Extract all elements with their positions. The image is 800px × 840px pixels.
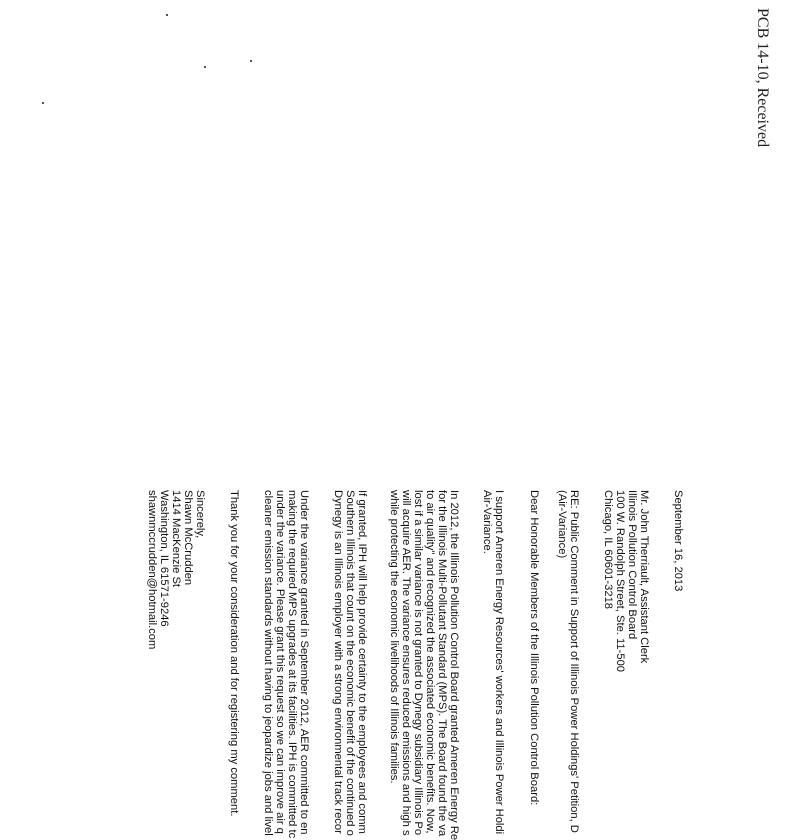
body-line: cleaner emission standards without having to jeopardize jobs and livel: [262, 490, 274, 836]
recipient-name: Mr. John Therriault, Assistant Clerk: [638, 490, 650, 664]
body-line: under the variance. Please grant this request so we can improve air q: [274, 490, 286, 834]
received-stamp: PCB 14-10, Received: [754, 8, 771, 148]
body-line: Southern Illinois that count on the economic benefit of the continued o: [344, 490, 356, 836]
sender-street: 1414 MacKenzie St: [170, 490, 182, 588]
body-line: In 2012, the Illinois Pollution Control Board granted Ameren Energy Re: [448, 490, 460, 840]
body-line: I support Ameren Energy Resources' workers and Illinois Power Holdi: [493, 490, 505, 835]
body-line: Under the variance granted in September 2012, AER committed to en: [298, 490, 310, 835]
recipient-street: 100 W. Randolph Street, Ste. 11-500: [614, 490, 626, 673]
scan-speck: [166, 14, 168, 16]
scan-speck: [250, 60, 252, 62]
body-line: Air-Variance.: [481, 490, 493, 554]
body-line: Dynegy is an Illinois employer with a strong environmental track recor: [332, 490, 344, 834]
subject-line-1: RE: Public Comment in Support of Illinois Power Holdings' Petition, D: [568, 490, 580, 833]
recipient-org: Illinois Pollution Control Board: [626, 490, 638, 640]
sender-name: Shawn McCrudden: [182, 490, 194, 586]
body-line: making the required MPS upgrades at its facilities. IPH is committed tc: [286, 490, 298, 839]
scan-speck: [204, 66, 206, 68]
subject-line-2: (Air-Variance): [556, 490, 568, 559]
letter-date: September 16, 2013: [672, 490, 684, 592]
scan-speck: [42, 102, 44, 104]
body-line: while protecting the economic livelihoods of Illinois families.: [388, 490, 400, 784]
sender-email: shawnmccrudden@hotmail.com: [146, 490, 158, 650]
body-line: to air quality" and recognized the associated economic benefits. Now,: [424, 490, 436, 834]
body-line: Thank you for your consideration and for registering my comment.: [228, 490, 240, 817]
sender-city: Washington, IL 61571-9246: [158, 490, 170, 627]
body-line: If granted, IPH will help provide certainty to the employees and comm: [356, 490, 368, 834]
body-line: for the Illinois Multi-Pollutant Standard (MPS). The Board found the va: [436, 490, 448, 837]
salutation: Dear Honorable Members of the Illinois Pollution Control Board:: [528, 490, 540, 806]
recipient-city: Chicago, IL 60601-3218: [602, 490, 614, 610]
body-line: will acquire AER. The variance ensures reduced emissions and high s: [400, 490, 412, 836]
valediction: Sincerely,: [194, 490, 206, 539]
body-line: lost if a similar variance is not granted to Dynegy subsidiary Illinois Po: [412, 490, 424, 836]
